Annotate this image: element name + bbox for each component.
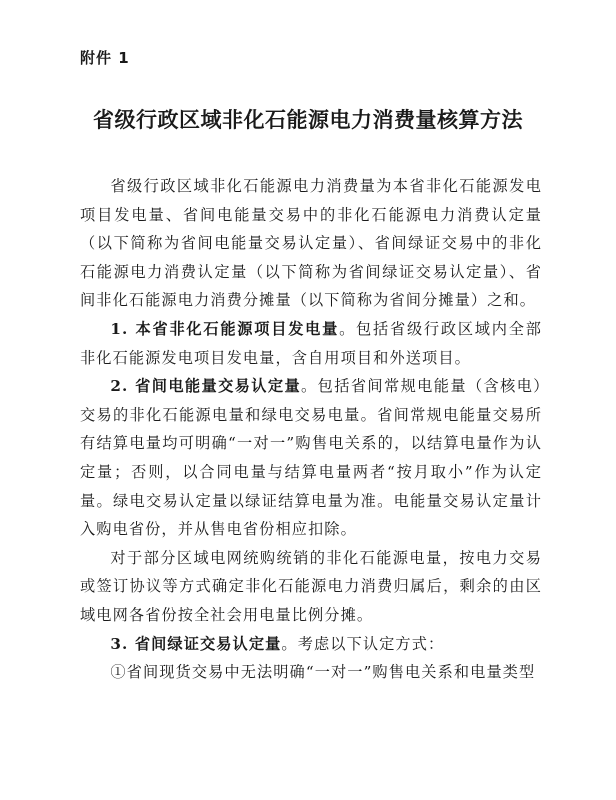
document-title: 省级行政区域非化石能源电力消费量核算方法 bbox=[93, 107, 523, 132]
attachment-label: 附件 1 bbox=[80, 49, 130, 67]
paragraph-item-2 bbox=[80, 372, 542, 544]
paragraph-regional-text: 对于部分区域电网统购统销的非化石能源电量，按电力交易或签订协议等方式确定非化石能源电力消费归属后，剩余的由区域电网各省份按全社会用电量比例分摊。 bbox=[80, 548, 542, 624]
paragraph-intro bbox=[80, 172, 542, 315]
paragraph-item-3 bbox=[80, 630, 542, 659]
item-1-text: 。包括省级行政区域内全部非化石能源发电项目发电量，含自用项目和外送项目。 bbox=[80, 319, 542, 367]
item-2-text: 。包括省间常规电能量（含核电）交易的非化石能源电量和绿电交易电量。省间常规电能量交易所有结算电量均可明确“一对一”购售电关系的，以结算电量作为认定量；否则，以合同电量与结算电量两者“按月取小”作为认定量。绿电交易认定量以绿证结算电量为准。电能量交易认定量计入购电省份，并从售电省份相应扣除。 bbox=[80, 377, 542, 539]
item-3-text: 。考虑以下认定方式： bbox=[281, 634, 445, 653]
paragraph-regional bbox=[80, 544, 542, 630]
item-1-heading: 1. 本省非化石能源项目发电量 bbox=[110, 319, 340, 338]
paragraph-method-1 bbox=[80, 658, 542, 687]
document-body bbox=[80, 172, 542, 687]
paragraph-item-1 bbox=[80, 315, 542, 372]
method-1-text: ①省间现货交易中无法明确“一对一”购售电关系和电量类型 bbox=[110, 663, 536, 682]
item-3-heading: 3. 省间绿证交易认定量 bbox=[110, 634, 282, 653]
paragraph-intro-text: 省级行政区域非化石能源电力消费量为本省非化石能源发电项目发电量、省间电能量交易中的非化石能源电力消费认定量（以下简称为省间电能量交易认定量）、省间绿证交易中的非化石能源电力消费认定量（以下简称为省间绿证交易认定量）、省间非化石能源电力消费分摊量（以下简称为省间分摊量）之和。 bbox=[80, 177, 542, 310]
item-2-heading: 2. 省间电能量交易认定量 bbox=[110, 377, 302, 396]
